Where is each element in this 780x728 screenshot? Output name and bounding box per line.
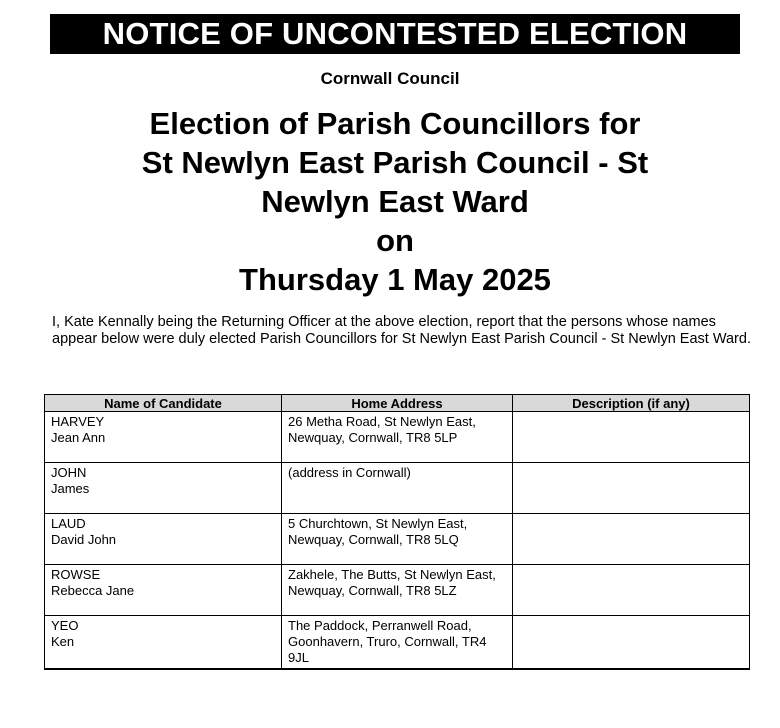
candidate-description [512, 412, 749, 463]
candidate-name-cell [45, 616, 282, 670]
candidate-description [512, 565, 749, 616]
header-description: Description (if any) [512, 395, 749, 412]
table-row [45, 463, 750, 514]
candidate-name-cell [45, 514, 282, 565]
candidate-surname: LAUD [51, 516, 86, 531]
election-title [80, 104, 710, 299]
table-row [45, 565, 750, 616]
candidate-surname: JOHN [51, 465, 87, 480]
returning-officer-statement: I, Kate Kennally being the Returning Officer at the above election, report that the persons whose names appear below were duly elected Parish Councillors for St Newlyn East Parish Council - St Newlyn East Ward. [52, 314, 751, 347]
candidate-name-cell [45, 463, 282, 514]
title-line: St Newlyn East Parish Council - St [141, 145, 649, 180]
header-home-address: Home Address [282, 395, 513, 412]
candidate-address: The Paddock, Perranwell Road, Goonhavern, Truro, Cornwall, TR4 9JL [282, 616, 513, 670]
table-row [45, 514, 750, 565]
candidate-surname: HARVEY [51, 414, 105, 429]
table-row [45, 616, 750, 670]
notice-banner: NOTICE OF UNCONTESTED ELECTION [50, 14, 740, 54]
candidate-address: Zakhele, The Butts, St Newlyn East, Newquay, Cornwall, TR8 5LZ [282, 565, 513, 616]
candidate-address: 5 Churchtown, St Newlyn East, Newquay, Cornwall, TR8 5LQ [282, 514, 513, 565]
candidate-forenames: Ken [51, 634, 75, 649]
table-header-row [45, 395, 750, 412]
candidate-address: 26 Metha Road, St Newlyn East, Newquay, Cornwall, TR8 5LP [282, 412, 513, 463]
candidate-surname: ROWSE [51, 567, 101, 582]
candidate-address: (address in Cornwall) [282, 463, 513, 514]
elected-candidates-table [44, 394, 750, 670]
title-line: on [376, 223, 414, 258]
table-row [45, 412, 750, 463]
candidate-forenames: James [51, 481, 90, 496]
candidate-name-cell [45, 565, 282, 616]
candidate-name-cell [45, 412, 282, 463]
candidate-forenames: Rebecca Jane [51, 583, 135, 598]
candidate-forenames: David John [51, 532, 117, 547]
candidate-description [512, 616, 749, 670]
candidate-description [512, 514, 749, 565]
council-name: Cornwall Council [320, 69, 460, 88]
title-line: Election of Parish Councillors for [149, 106, 641, 141]
candidate-surname: YEO [51, 618, 79, 633]
title-line: Newlyn East Ward [261, 184, 529, 219]
candidate-description [512, 463, 749, 514]
title-line: Thursday 1 May 2025 [239, 262, 551, 297]
candidate-forenames: Jean Ann [51, 430, 106, 445]
header-name-of-candidate: Name of Candidate [45, 395, 282, 412]
